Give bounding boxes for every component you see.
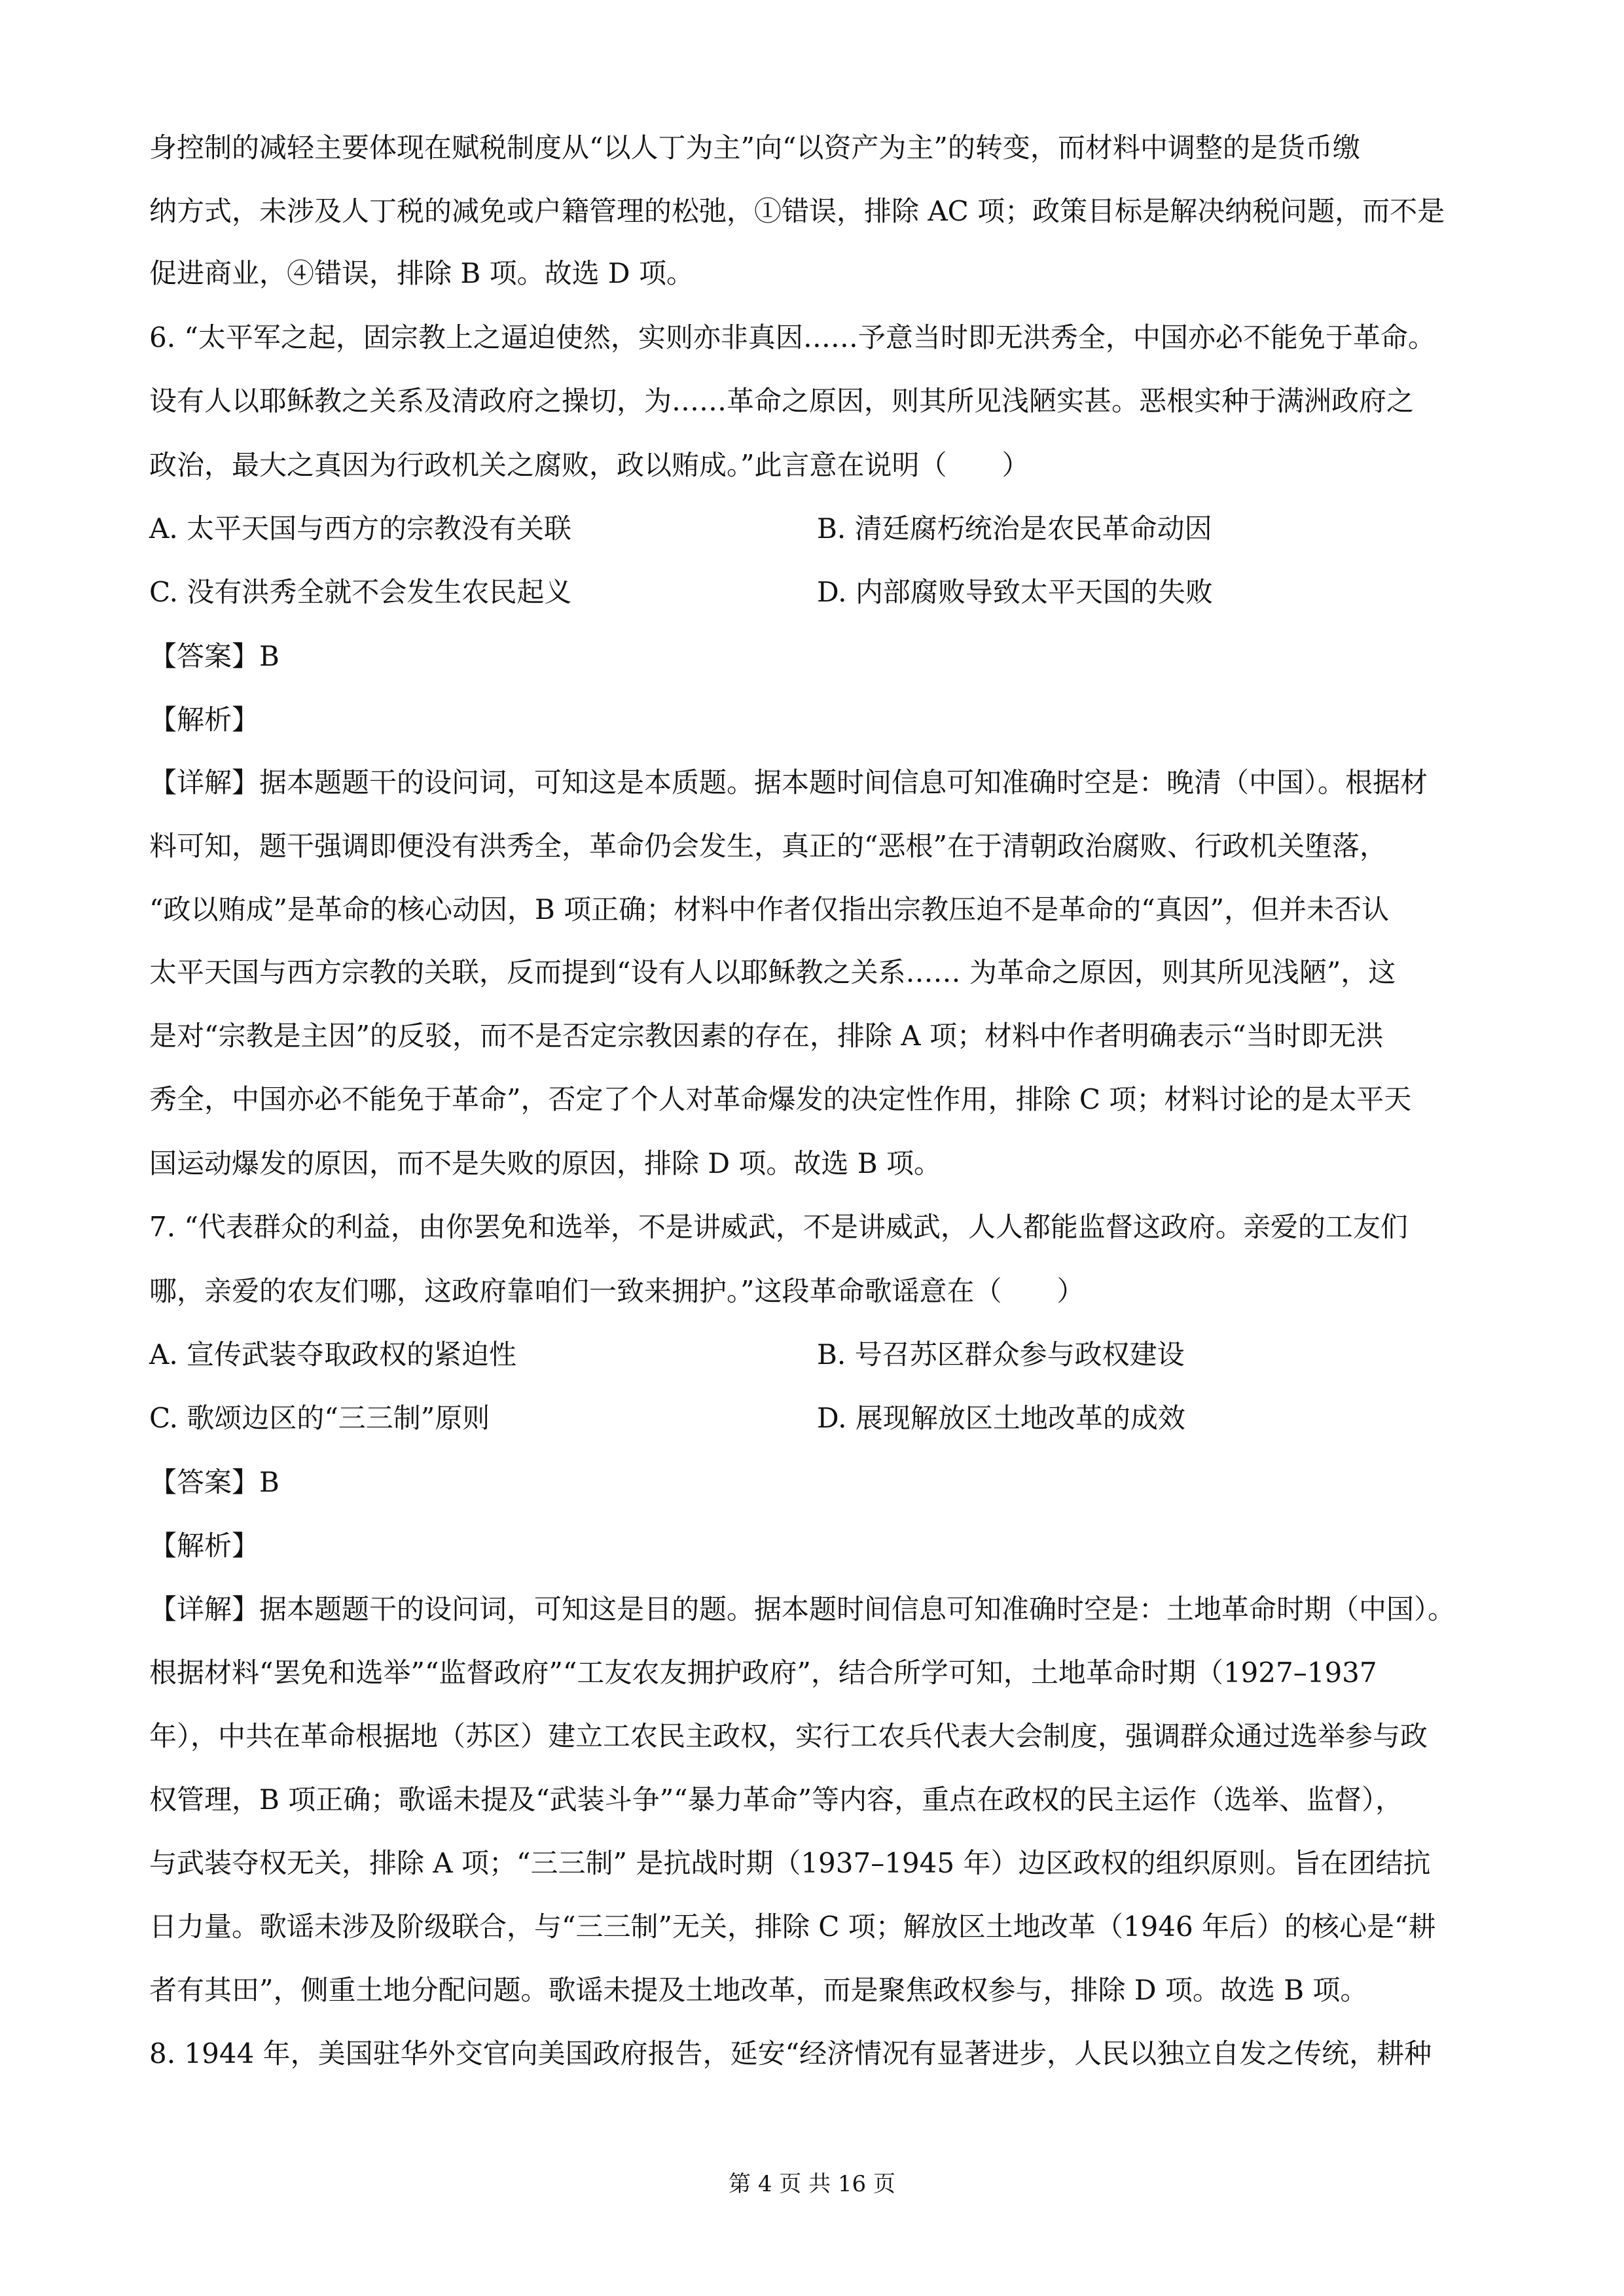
option-d: D. 展现解放区土地改革的成效: [817, 1402, 1185, 1434]
detail-text: 者有其田”，侧重土地分配问题。歌谣未提及土地改革，而是聚焦政权参与，排除 D 项。故选 B 项。: [149, 1974, 1368, 2006]
option-c: C. 歌颂边区的“三三制”原则: [149, 1402, 490, 1434]
detail-text: 权管理，B 项正确；歌谣未提及“武装斗争”“暴力革命”等内容，重点在政权的民主运作（选举、监督），: [149, 1784, 1403, 1816]
answer-label: 【答案】B: [149, 640, 280, 672]
detail-text: 日力量。歌谣未涉及阶级联合，与“三三制”无关，排除 C 项；解放区土地改革（1946 年后）的核心是“耕: [149, 1910, 1436, 1943]
question-6-stem: 设有人以耶稣教之关系及清政府之操切，为……革命之原因，则其所见浅陋实甚。恶根实种于满洲政府之: [149, 385, 1415, 417]
text-line: 身控制的减轻主要体现在赋税制度从“以人丁为主”向“以资产为主”的转变，而材料中调整的是货币缴: [149, 132, 1360, 164]
detail-text: 国运动爆发的原因，而不是失败的原因，排除 D 项。故选 B 项。: [149, 1147, 941, 1179]
text-line: 纳方式，未涉及人丁税的减免或户籍管理的松弛，①错误，排除 AC 项；政策目标是解决纳税问题，而不是: [149, 195, 1445, 227]
option-a: A. 宣传武装夺取政权的紧迫性: [149, 1338, 517, 1371]
option-d: D. 内部腐败导致太平天国的失败: [817, 576, 1213, 608]
page-footer: 第 4 页 共 16 页: [729, 2171, 895, 2197]
option-b: B. 清廷腐朽统治是农民革命动因: [817, 512, 1212, 545]
question-6-stem: 6. “太平军之起，固宗教上之逼迫使然，实则亦非真因……予意当时即无洪秀全，中国亦必不能免于革命。: [149, 321, 1435, 353]
question-8-stem: 8. 1944 年，美国驻华外交官向美国政府报告，延安“经济情况有显著进步，人民以独立自发之传统，耕种: [149, 2037, 1432, 2070]
detail-text: “政以贿成”是革命的核心动因，B 项正确；材料中作者仅指出宗教压迫不是革命的“真因”，但并未否认: [149, 893, 1390, 925]
analysis-label: 【解析】: [149, 1530, 260, 1562]
detail-text: 【详解】据本题题干的设问词，可知这是目的题。据本题时间信息可知准确时空是：土地革命时期（中国）。: [149, 1593, 1456, 1625]
detail-text: 料可知，题干强调即便没有洪秀全，革命仍会发生，真正的“恶根”在于清朝政治腐败、行政机关堕落，: [149, 830, 1387, 862]
answer-label: 【答案】B: [149, 1466, 280, 1498]
detail-text: 【详解】据本题题干的设问词，可知这是本质题。据本题时间信息可知准确时空是：晚清（中国）。根据材: [149, 766, 1428, 798]
option-b: B. 号召苏区群众参与政权建设: [817, 1338, 1185, 1371]
question-6-stem: 政治，最大之真因为行政机关之腐败，政以贿成。”此言意在说明（ ）: [149, 449, 1030, 481]
detail-text: 根据材料“罢免和选举”“监督政府”“工友农友拥护政府”，结合所学可知，土地革命时期（1927–1937: [149, 1657, 1377, 1689]
question-7-stem: 哪，亲爱的农友们哪，这政府靠咱们一致来拥护。”这段革命歌谣意在（ ）: [149, 1275, 1085, 1307]
detail-text: 太平天国与西方宗教的关联，反而提到“设有人以耶稣教之关系…… 为革命之原因，则其所见浅陋”，这: [149, 956, 1396, 988]
question-7-stem: 7. “代表群众的利益，由你罢免和选举，不是讲威武，不是讲威武，人人都能监督这政府。亲爱的工友们: [149, 1211, 1408, 1243]
detail-text: 年），中共在革命根据地（苏区）建立工农民主政权，实行工农兵代表大会制度，强调群众通过选举参与政: [149, 1720, 1428, 1752]
detail-text: 秀全，中国亦必不能免于革命”，否定了个人对革命爆发的决定性作用，排除 C 项；材料讨论的是太平天: [149, 1083, 1412, 1115]
analysis-label: 【解析】: [149, 704, 260, 736]
option-c: C. 没有洪秀全就不会发生农民起义: [149, 576, 572, 608]
option-a: A. 太平天国与西方的宗教没有关联: [149, 512, 572, 545]
detail-text: 是对“宗教是主因”的反驳，而不是否定宗教因素的存在，排除 A 项；材料中作者明确表示“当时即无洪: [149, 1020, 1384, 1052]
detail-text: 与武装夺权无关，排除 A 项；“三三制” 是抗战时期（1937–1945 年）边区政权的组织原则。旨在团结抗: [149, 1847, 1431, 1879]
text-line: 促进商业，④错误，排除 B 项。故选 D 项。: [149, 257, 694, 289]
